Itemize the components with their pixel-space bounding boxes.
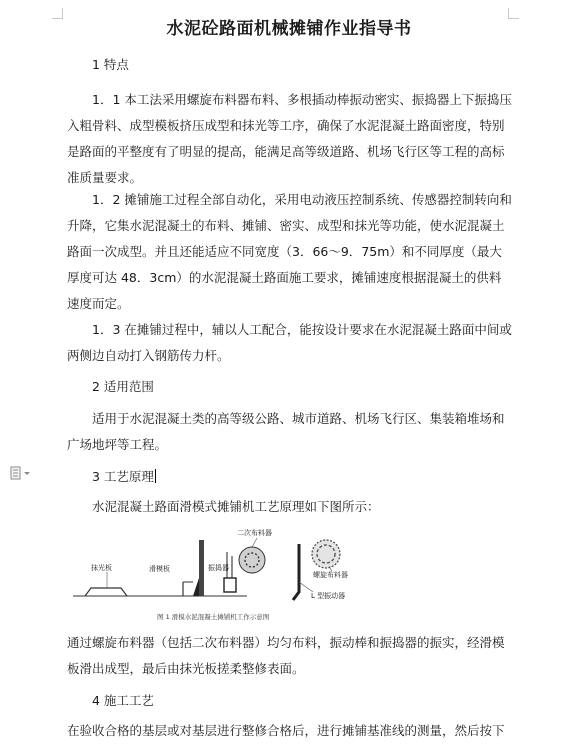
paver-principle-figure	[67, 522, 513, 622]
section-4-heading: 4 施工工艺	[92, 693, 154, 708]
section-3-paragraph-1: 水泥混凝土路面滑模式摊铺机工艺原理如下图所示：	[92, 499, 380, 514]
tamper-shape	[224, 578, 236, 592]
text-cursor	[155, 469, 156, 483]
document-title: 水泥砼路面机械摊铺作业指导书	[166, 19, 412, 39]
section-3-heading-text: 3 工艺原理	[92, 469, 154, 484]
section-1-paragraph-3: 1．3 在摊铺过程中，辅以人工配合，能按设计要求在水泥混凝土路面中间或两侧边自动打入钢筋传力杆。	[67, 322, 512, 363]
secondary-spreader-shape	[239, 547, 265, 573]
section-2-paragraph-1: 适用于水泥混凝土类的高等级公路、城市道路、机场飞行区、集装箱堆场和广场地坪等工程。	[67, 411, 505, 452]
section-3-heading	[92, 464, 538, 490]
section-1-heading: 1 特点	[92, 57, 129, 72]
section-1-paragraph-2: 1．2 摊铺施工过程全部自动化，采用电动液压控制系统、传感器控制转向和升降，它集水泥混凝土的布料、摊铺、密实、成型和抹光等功能，使水泥混凝土路面一次成型。并且还能适应不同宽度（3．66～9．75m）和不同厚度（最大厚度可达 48．3cm）的水泥混凝土路面施工要求，摊铺速度根据混凝土的供料速度而定。	[67, 192, 512, 311]
section-1-paragraph-1: 1．1 本工法采用螺旋布料器布料、多根插动棒振动密实、振捣器上下振捣压入粗骨料、成型模板挤压成型和抹光等工序，确保了水泥混凝土路面密度，特别是路面的平整度有了明显的提高，能满足高等级道路、机场飞行区等工程的高标准质量要求。	[67, 92, 512, 185]
figure-label-screw-spreader: 螺旋布料器	[313, 571, 348, 579]
section-2-heading: 2 适用范围	[92, 379, 154, 394]
figure-label-slipform: 滑模板	[149, 565, 170, 573]
screw-spreader-shape	[312, 540, 340, 568]
l-vibrator-shape	[293, 544, 299, 600]
figure-label-l-vibrator: L 型振动器	[311, 592, 346, 600]
figure-caption: 图 1 滑模水泥混凝土摊铺机工作示意图	[157, 613, 270, 621]
section-4-paragraph-1: 在验收合格的基层或对基层进行整修合格后，进行摊铺基准线的测量，然后按下	[67, 723, 505, 738]
figure-label-trowel: 抹光板	[91, 564, 112, 572]
figure-label-tamper: 振捣器	[208, 564, 229, 572]
section-3-paragraph-2: 通过螺旋布料器（包括二次布料器）均匀布料，振动棒和振捣器的振实，经滑模板滑出成型，最后由抹光板搓柔整修表面。	[67, 635, 505, 676]
trowel-plate-shape	[85, 588, 127, 596]
vertical-plate-shape	[199, 540, 204, 596]
document-comment-icon[interactable]	[10, 466, 32, 482]
figure-label-secondary-spreader: 二次布料器	[237, 529, 272, 537]
